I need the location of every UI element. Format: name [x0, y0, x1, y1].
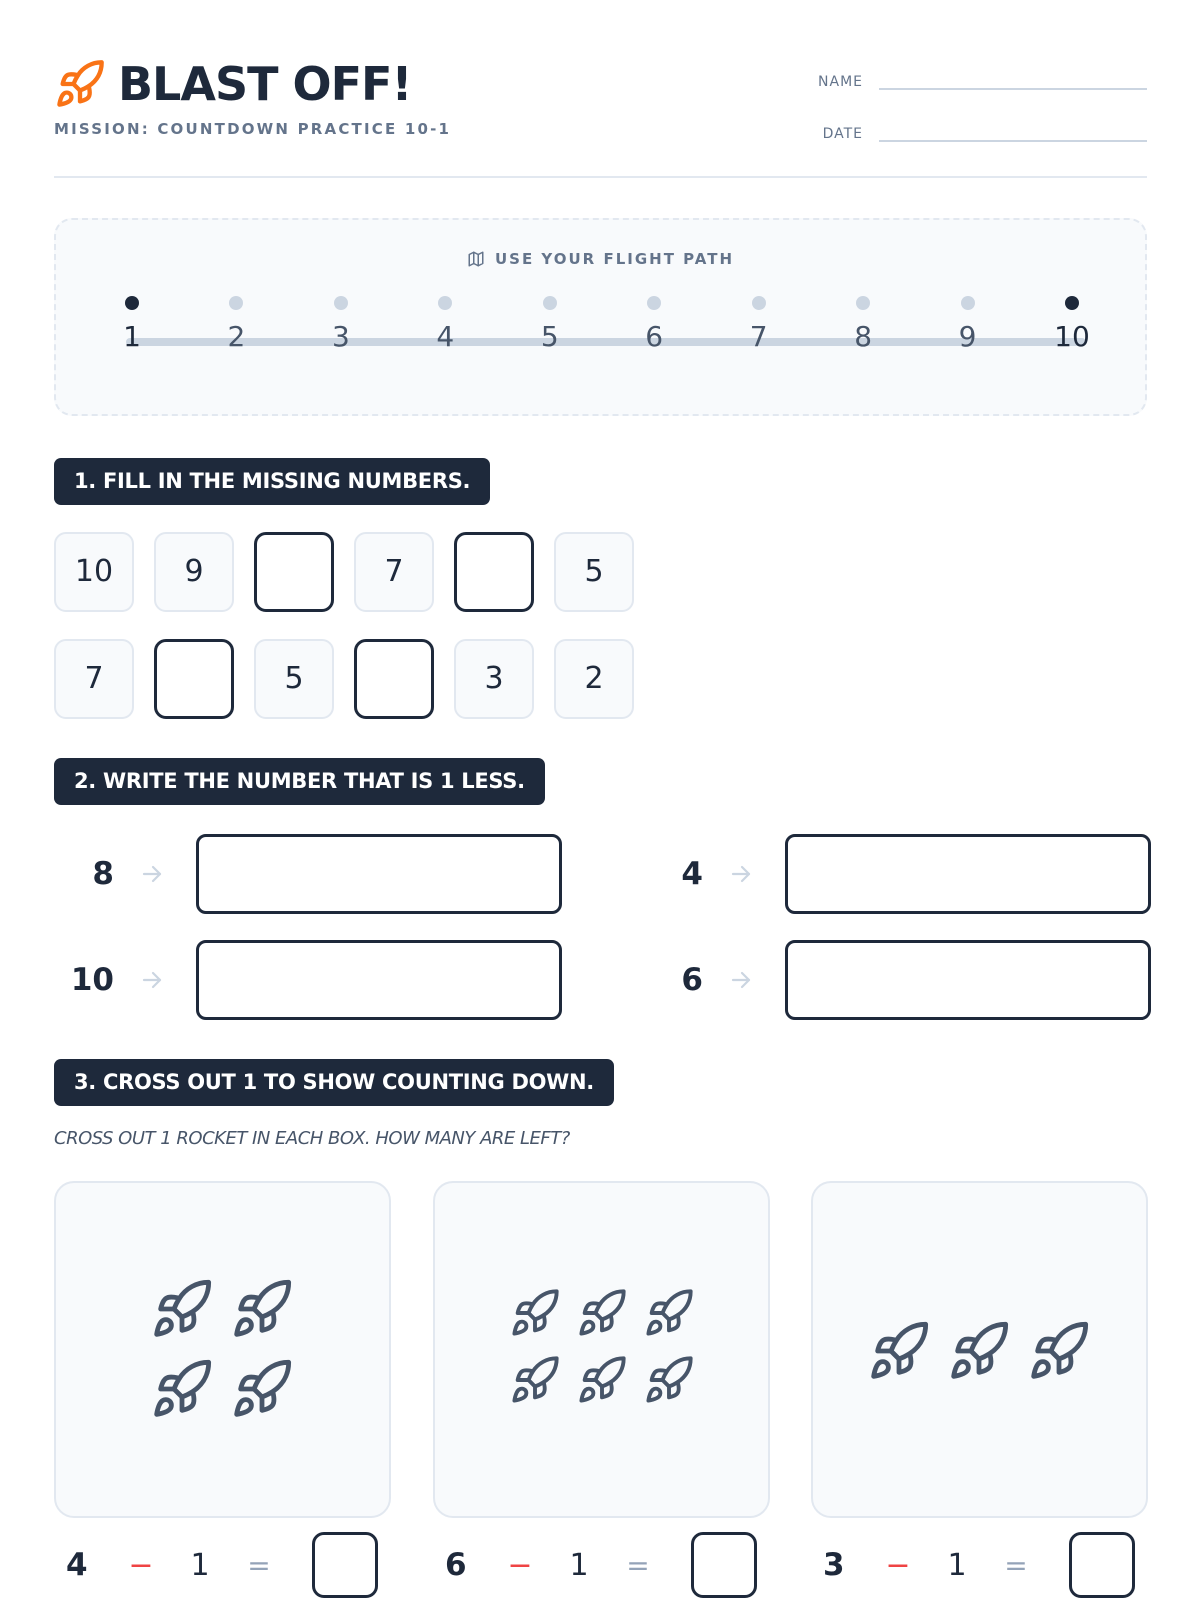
subtraction-equation	[445, 1532, 757, 1598]
one-less-number: 10	[70, 962, 114, 998]
one-less-answer-box[interactable]	[196, 834, 562, 914]
date-label: DATE	[822, 126, 863, 142]
given-number-cell: 5	[254, 639, 334, 719]
rocket-icon[interactable]	[230, 1357, 294, 1421]
given-number-cell: 5	[554, 532, 634, 612]
given-number-cell: 2	[554, 639, 634, 719]
missing-numbers-row-2	[54, 639, 654, 719]
rocket-icon[interactable]	[576, 1287, 628, 1339]
name-field	[803, 64, 1147, 90]
minus-sign: −	[507, 1547, 533, 1583]
number-line-label: 8	[854, 320, 873, 353]
rocket-icon[interactable]	[947, 1319, 1011, 1383]
minus-sign: −	[128, 1547, 154, 1583]
arrow-right-icon	[140, 968, 164, 992]
page-subtitle: MISSION: COUNTDOWN PRACTICE 10-1	[54, 120, 452, 138]
title-row	[54, 56, 411, 112]
minus-sign: −	[885, 1547, 911, 1583]
equation-answer-box[interactable]	[691, 1532, 757, 1598]
equals-sign: =	[1004, 1548, 1028, 1582]
worksheet-header	[54, 52, 1147, 178]
flight-path-box	[54, 218, 1147, 416]
rocket-icon[interactable]	[867, 1319, 931, 1383]
one-less-answer-box[interactable]	[785, 834, 1151, 914]
rocket-icon[interactable]	[150, 1277, 214, 1341]
number-line-tick	[311, 296, 371, 354]
date-field	[803, 116, 1147, 142]
rocket-icon[interactable]	[576, 1354, 628, 1406]
given-number-cell: 3	[454, 639, 534, 719]
arrow-right-icon	[140, 862, 164, 886]
equation-subtrahend: 1	[569, 1547, 589, 1583]
given-number-cell: 10	[54, 532, 134, 612]
number-line-tick	[520, 296, 580, 354]
number-line-dot	[856, 296, 870, 310]
rocket-box	[433, 1181, 770, 1518]
number-line-dot	[125, 296, 139, 310]
number-line-label: 2	[227, 320, 246, 353]
flight-path-label	[56, 250, 1145, 268]
number-line-tick	[415, 296, 475, 354]
number-line-tick	[624, 296, 684, 354]
equals-sign: =	[626, 1548, 650, 1582]
equation-minuend: 4	[66, 1547, 88, 1583]
rocket-icon[interactable]	[150, 1357, 214, 1421]
rocket-icon[interactable]	[1027, 1319, 1091, 1383]
one-less-answer-box[interactable]	[196, 940, 562, 1020]
number-line-label: 6	[645, 320, 664, 353]
one-less-item	[643, 834, 1151, 914]
number-line-dot	[1065, 296, 1079, 310]
arrow-right-icon	[729, 862, 753, 886]
flight-path-text: USE YOUR FLIGHT PATH	[494, 250, 735, 268]
equation-answer-box[interactable]	[1069, 1532, 1135, 1598]
number-line-label: 1	[123, 320, 141, 353]
number-line-tick	[1042, 296, 1102, 354]
blank-answer-box[interactable]	[154, 639, 234, 719]
equation-answer-box[interactable]	[312, 1532, 378, 1598]
number-line-dot	[438, 296, 452, 310]
one-less-item	[643, 940, 1151, 1020]
number-line-label: 7	[749, 320, 768, 353]
blank-answer-box[interactable]	[254, 532, 334, 612]
one-less-item	[54, 940, 562, 1020]
arrow-right-icon	[729, 968, 753, 992]
rocket-box	[811, 1181, 1148, 1518]
rocket-icon[interactable]	[643, 1287, 695, 1339]
given-number-cell: 7	[54, 639, 134, 719]
subtraction-equation	[823, 1532, 1135, 1598]
section-1-header: 1. FILL IN THE MISSING NUMBERS.	[54, 458, 490, 505]
section-3-instruction: CROSS OUT 1 ROCKET IN EACH BOX. HOW MANY ARE LEFT?	[54, 1128, 570, 1149]
one-less-number: 4	[681, 856, 703, 892]
number-line-tick	[938, 296, 998, 354]
one-less-item	[54, 834, 562, 914]
rocket-icon[interactable]	[509, 1287, 561, 1339]
number-line-label: 5	[540, 320, 559, 353]
rocket-icon[interactable]	[230, 1277, 294, 1341]
one-less-number: 8	[92, 856, 114, 892]
one-less-answer-box[interactable]	[785, 940, 1151, 1020]
rocket-box	[54, 1181, 391, 1518]
given-number-cell: 7	[354, 532, 434, 612]
given-number-cell: 9	[154, 532, 234, 612]
number-line-dot	[229, 296, 243, 310]
number-line-dot	[334, 296, 348, 310]
subtraction-equation	[66, 1532, 378, 1598]
number-line-label: 9	[958, 320, 977, 353]
number-line-dot	[752, 296, 766, 310]
equation-minuend: 6	[445, 1547, 467, 1583]
number-line-label: 4	[436, 320, 455, 353]
number-line-label: 3	[331, 320, 350, 353]
blank-answer-box[interactable]	[354, 639, 434, 719]
section-2-header: 2. WRITE THE NUMBER THAT IS 1 LESS.	[54, 758, 545, 805]
rocket-logo-icon	[54, 58, 106, 110]
equation-subtrahend: 1	[947, 1547, 967, 1583]
equals-sign: =	[247, 1548, 271, 1582]
number-line-dot	[647, 296, 661, 310]
date-line[interactable]	[879, 116, 1147, 142]
section-3-header: 3. CROSS OUT 1 TO SHOW COUNTING DOWN.	[54, 1059, 614, 1106]
one-less-number: 6	[681, 962, 703, 998]
map-icon	[467, 250, 485, 268]
number-line-tick	[833, 296, 893, 354]
equation-subtrahend: 1	[190, 1547, 210, 1583]
number-line-tick	[206, 296, 266, 354]
blank-answer-box[interactable]	[454, 532, 534, 612]
rocket-icon[interactable]	[643, 1354, 695, 1406]
equation-minuend: 3	[823, 1547, 845, 1583]
number-line-dot	[543, 296, 557, 310]
number-line-tick	[102, 296, 162, 354]
number-line-tick	[729, 296, 789, 354]
name-label: NAME	[818, 74, 863, 90]
number-line-label: 10	[1054, 320, 1090, 353]
missing-numbers-row-1	[54, 532, 654, 612]
name-line[interactable]	[879, 64, 1147, 90]
rocket-icon[interactable]	[509, 1354, 561, 1406]
number-line-dot	[961, 296, 975, 310]
page-title: BLAST OFF!	[118, 57, 412, 111]
